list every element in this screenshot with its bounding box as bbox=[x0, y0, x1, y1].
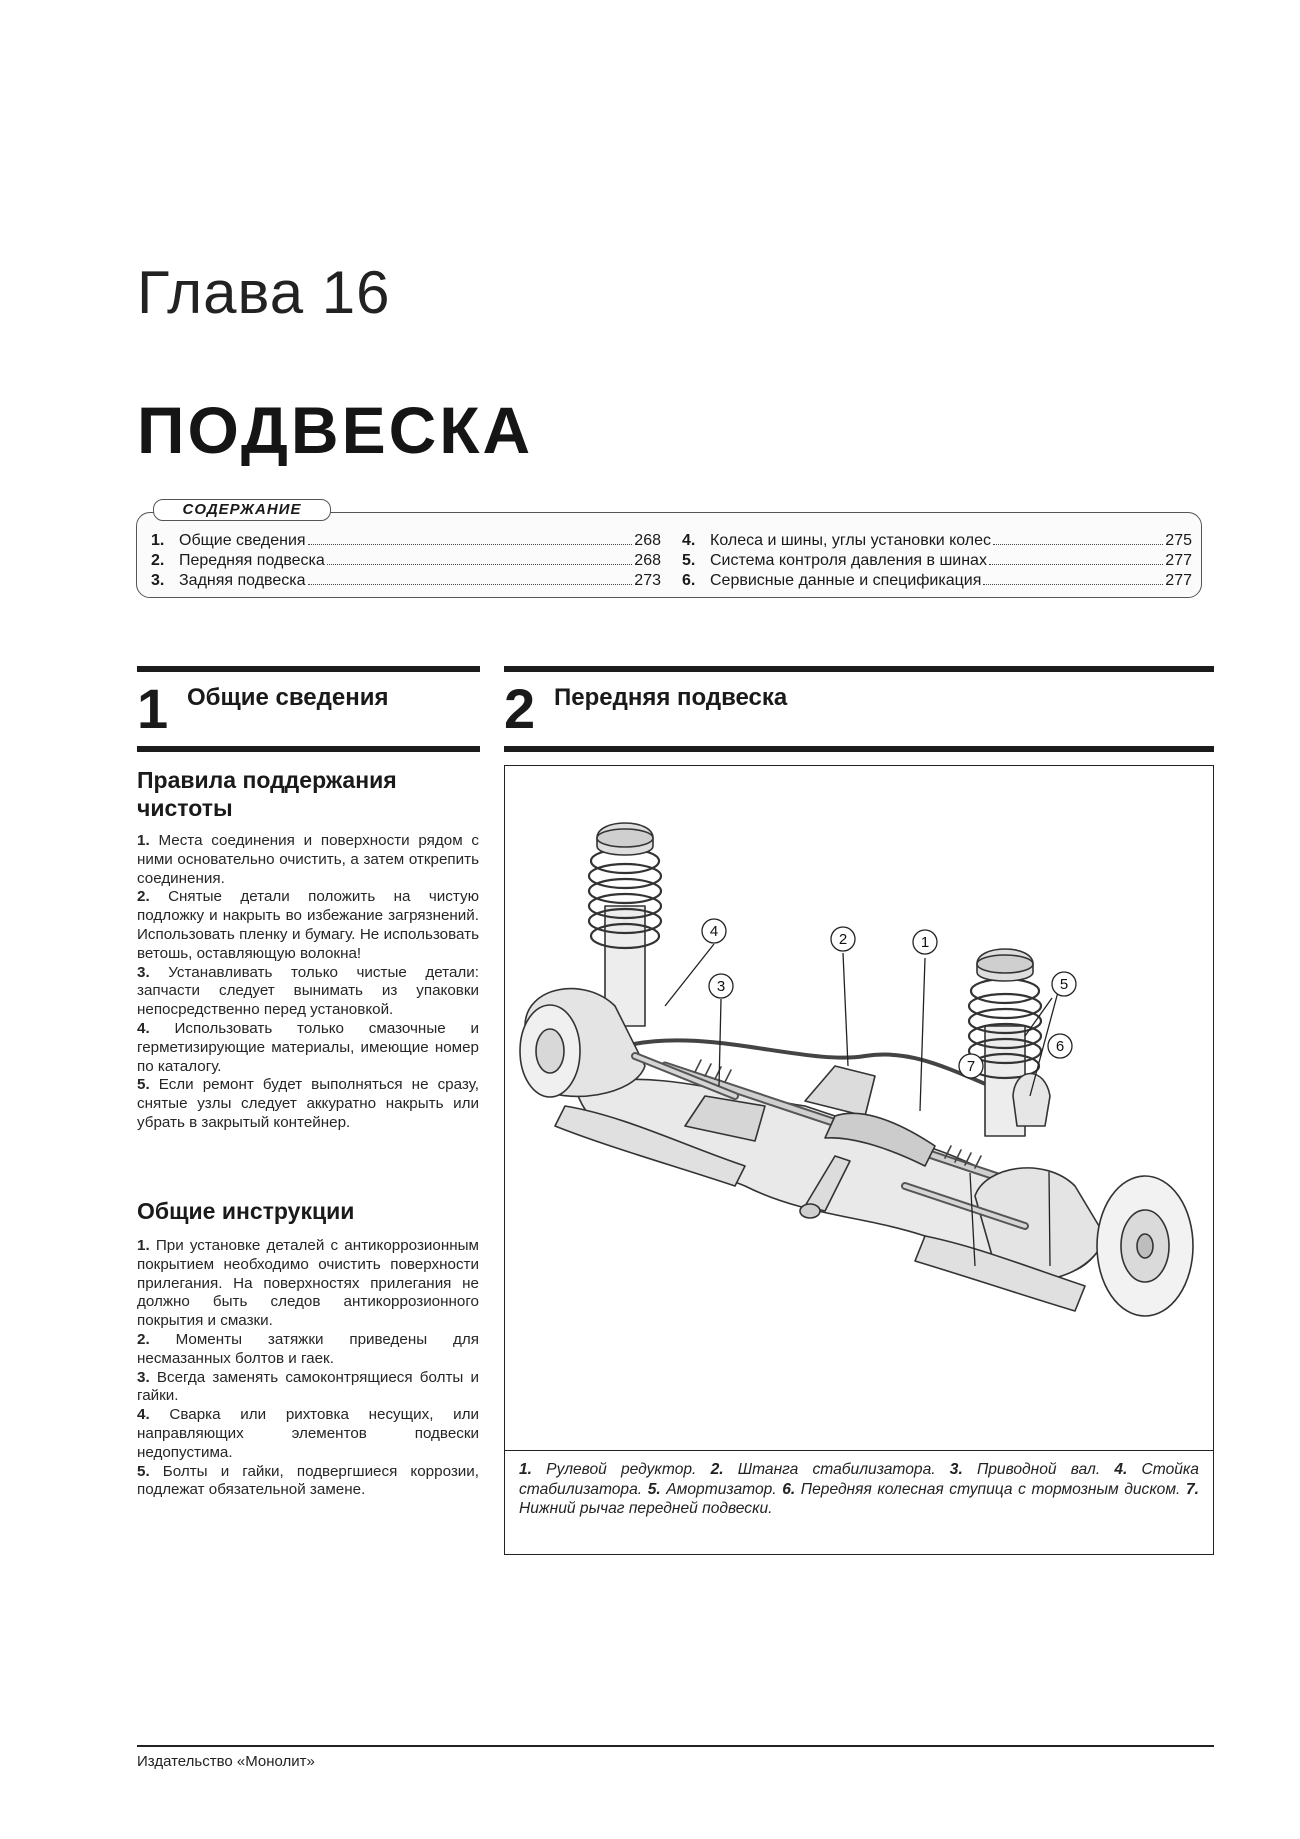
contents-entry-text: Сервисные данные и спецификация bbox=[710, 572, 982, 589]
callout-6-label: 6 bbox=[1055, 1038, 1065, 1055]
footer-rule bbox=[137, 1745, 1214, 1747]
contents-entry-text: Передняя подвеска bbox=[179, 552, 325, 569]
cleanliness-item bbox=[137, 1020, 479, 1076]
section-2-number: 2 bbox=[504, 677, 536, 740]
callout-1 bbox=[913, 930, 937, 954]
item-text: Устанавливать только чистые детали: запчасти следует вынимать из упаковки непосредственно перед установкой. bbox=[137, 963, 479, 1019]
item-text: При установке деталей с антикоррозионным покрытием необходимо очистить поверхности прилегания. На поверхностях прилегания не должно быть следов антикоррозионного покрытия и смазки. bbox=[137, 1237, 479, 1330]
callout-4 bbox=[702, 919, 726, 943]
leader-dots bbox=[989, 564, 1163, 565]
section-1-rule bbox=[137, 746, 480, 752]
callout-5-label: 5 bbox=[1059, 976, 1069, 993]
contents-entry-text: Общие сведения bbox=[179, 532, 306, 549]
leader-dots bbox=[308, 584, 633, 585]
item-text: Использовать только смазочные и герметизирующие материалы, имеющие номер по каталогу. bbox=[137, 1019, 479, 1075]
contents-entry[interactable] bbox=[151, 531, 661, 551]
leader-dots bbox=[327, 564, 632, 565]
section-2-title: Передняя подвеска bbox=[554, 684, 788, 711]
chapter-number: Глава 16 bbox=[137, 259, 391, 326]
item-number: 2. bbox=[137, 888, 150, 906]
section-2-header bbox=[504, 666, 1214, 752]
publisher-footer: Издательство «Монолит» bbox=[137, 1753, 315, 1770]
callout-2 bbox=[831, 927, 855, 951]
cleanliness-item bbox=[137, 964, 479, 1020]
caption-item-text: Рулевой редуктор. bbox=[546, 1461, 697, 1478]
leader-dots bbox=[983, 584, 1163, 585]
item-text: Снятые детали положить на чистую подложку и накрыть во избежание загрязнений. Использовать пленку и бумагу. Не использовать ветошь, оставляющую волокна! bbox=[137, 888, 479, 962]
item-text: Если ремонт будет выполняться не сразу, снятые узлы следует аккуратно накрыть или убрать в закрытый контейнер. bbox=[137, 1076, 479, 1131]
callout-2-label: 2 bbox=[838, 931, 848, 948]
contents-box bbox=[136, 501, 1202, 598]
caption-item-text: Амортизатор. bbox=[666, 1480, 777, 1498]
contents-entry-page: 273 bbox=[634, 572, 661, 589]
figure-caption bbox=[519, 1460, 1199, 1519]
general-text bbox=[137, 1237, 479, 1500]
general-item bbox=[137, 1406, 479, 1462]
general-item bbox=[137, 1369, 479, 1407]
contents-entry-page: 275 bbox=[1165, 532, 1192, 549]
caption-item-text: Приводной вал. bbox=[976, 1461, 1101, 1478]
general-item bbox=[137, 1331, 479, 1369]
callout-1-label: 1 bbox=[920, 934, 930, 951]
contents-entry-number: 1. bbox=[151, 532, 165, 549]
item-number: 5. bbox=[137, 1462, 150, 1480]
suspension-figure bbox=[504, 765, 1214, 1555]
contents-entry-number: 2. bbox=[151, 552, 165, 569]
contents-entry[interactable] bbox=[682, 571, 1192, 591]
callout-3 bbox=[709, 974, 733, 998]
callout-7 bbox=[959, 1054, 983, 1078]
general-item bbox=[137, 1237, 479, 1331]
contents-entry[interactable] bbox=[151, 551, 661, 571]
contents-entry-number: 5. bbox=[682, 552, 696, 569]
cleanliness-item bbox=[137, 1076, 479, 1132]
callout-4-label: 4 bbox=[709, 923, 719, 940]
contents-left-column bbox=[151, 531, 661, 591]
contents-entry-text: Задняя подвеска bbox=[179, 572, 306, 589]
caption-item-number: 6. bbox=[782, 1480, 796, 1498]
contents-entry-page: 268 bbox=[634, 532, 661, 549]
callout-3-label: 3 bbox=[716, 978, 726, 995]
caption-item-number: 1. bbox=[519, 1461, 533, 1478]
section-2-rule bbox=[504, 746, 1214, 752]
cleanliness-item bbox=[137, 888, 479, 963]
general-item bbox=[137, 1463, 479, 1501]
section-1-title: Общие сведения bbox=[187, 684, 389, 711]
cleanliness-text bbox=[137, 832, 479, 1133]
section-1-header bbox=[137, 666, 480, 752]
callout-7-label: 7 bbox=[966, 1058, 976, 1075]
caption-item-number: 7. bbox=[1185, 1480, 1199, 1498]
contents-entry-page: 277 bbox=[1165, 572, 1192, 589]
item-number: 1. bbox=[137, 1237, 150, 1254]
item-text: Сварка или рихтовка несущих, или направляющих элементов подвески недопустима. bbox=[137, 1406, 479, 1461]
leader-dots bbox=[308, 544, 633, 545]
figure-caption-divider bbox=[505, 1450, 1213, 1451]
contents-entry-text: Колеса и шины, углы установки колес bbox=[710, 532, 992, 549]
caption-item-text: Штанга стабилизатора. bbox=[737, 1461, 936, 1478]
contents-entry-text: Система контроля давления в шинах bbox=[710, 552, 987, 569]
item-number: 4. bbox=[137, 1019, 150, 1037]
front-suspension-drawing bbox=[505, 766, 1213, 1450]
contents-entry-number: 6. bbox=[682, 572, 696, 589]
caption-item-text: Нижний рычаг передней подвески. bbox=[519, 1500, 773, 1517]
contents-entry-page: 277 bbox=[1165, 552, 1192, 569]
item-number: 1. bbox=[137, 832, 150, 849]
item-text: Места соединения и поверхности рядом с ними основательно очистить, а затем открепить соединения. bbox=[137, 832, 479, 887]
chapter-title: ПОДВЕСКА bbox=[137, 393, 534, 467]
item-text: Всегда заменять самоконтрящиеся болты и гайки. bbox=[137, 1368, 479, 1405]
contents-right-column bbox=[682, 531, 1192, 591]
leader-dots bbox=[993, 544, 1163, 545]
item-text: Болты и гайки, подвергшиеся коррозии, подлежат обязательной замене. bbox=[137, 1462, 479, 1499]
contents-entry-number: 3. bbox=[151, 572, 165, 589]
item-number: 2. bbox=[137, 1330, 150, 1348]
item-number: 3. bbox=[137, 1368, 150, 1386]
caption-item-number: 2. bbox=[710, 1461, 724, 1478]
item-number: 4. bbox=[137, 1406, 150, 1424]
section-1-number: 1 bbox=[137, 677, 169, 740]
cleanliness-heading: Правила поддержания чистоты bbox=[137, 767, 397, 821]
callout-6 bbox=[1048, 1034, 1072, 1058]
caption-item-number: 5. bbox=[647, 1480, 661, 1498]
cleanliness-item bbox=[137, 832, 479, 888]
caption-item-text: Стойка стабилизатора. bbox=[519, 1461, 1199, 1498]
contents-entry[interactable] bbox=[151, 571, 661, 591]
contents-entry[interactable] bbox=[682, 551, 1192, 571]
caption-item-number: 3. bbox=[949, 1461, 963, 1478]
contents-entry[interactable] bbox=[682, 531, 1192, 551]
contents-entry-page: 268 bbox=[634, 552, 661, 569]
contents-label: СОДЕРЖАНИЕ bbox=[153, 499, 331, 521]
contents-entry-number: 4. bbox=[682, 532, 696, 549]
item-number: 3. bbox=[137, 963, 150, 981]
general-heading: Общие инструкции bbox=[137, 1198, 355, 1224]
item-number: 5. bbox=[137, 1076, 150, 1094]
callout-5 bbox=[1052, 972, 1076, 996]
caption-item-number: 4. bbox=[1114, 1461, 1128, 1478]
caption-item-text: Передняя колесная ступица с тормозным диском. bbox=[800, 1480, 1181, 1498]
item-text: Моменты затяжки приведены для несмазанных болтов и гаек. bbox=[137, 1330, 479, 1367]
